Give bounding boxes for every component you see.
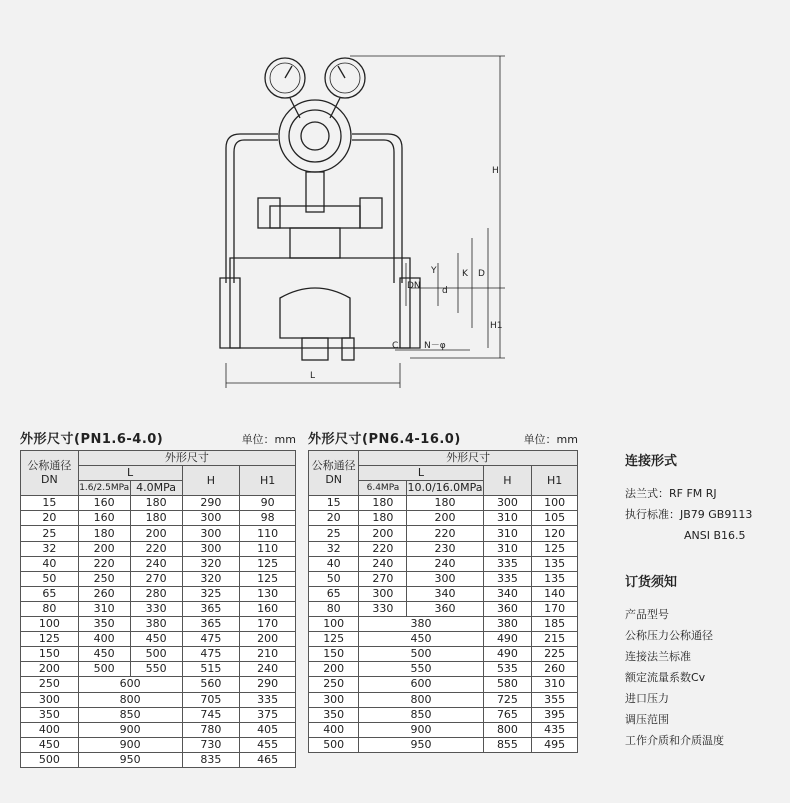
table-cell: 180: [407, 496, 483, 511]
table-cell: 180: [130, 496, 182, 511]
table-cell: 500: [78, 662, 130, 677]
label-K: K: [462, 269, 468, 279]
table-cell: 900: [78, 722, 182, 737]
table-row: [21, 526, 296, 541]
table-cell: 65: [309, 586, 359, 601]
table-row: [21, 677, 296, 692]
table-cell: 500: [359, 647, 483, 662]
table-cell: 350: [21, 707, 79, 722]
label-C: C: [392, 341, 399, 351]
connection-flange: 法兰式：RF FM RJ: [625, 487, 717, 500]
table-cell: 25: [309, 526, 359, 541]
table-cell: 800: [78, 692, 182, 707]
table-cell: 950: [359, 737, 483, 752]
table-row: [21, 496, 296, 511]
table-cell: 105: [532, 511, 578, 526]
table-cell: 100: [21, 617, 79, 632]
table-cell: 240: [359, 556, 407, 571]
col-group: 外形尺寸: [78, 451, 295, 466]
table-cell: 950: [78, 752, 182, 767]
connection-standard: 执行标准：JB79 GB9113: [625, 508, 753, 521]
table-cell: 125: [532, 541, 578, 556]
table-cell: 765: [483, 707, 532, 722]
table-cell: 180: [359, 511, 407, 526]
table-cell: 110: [240, 526, 296, 541]
table-cell: 200: [240, 632, 296, 647]
table-row: [309, 617, 578, 632]
table-cell: 310: [483, 511, 532, 526]
order-item: 进口压力: [625, 692, 669, 705]
col-L: L: [359, 466, 483, 481]
table-cell: 600: [78, 677, 182, 692]
table-cell: 50: [21, 571, 79, 586]
table-cell: 200: [359, 526, 407, 541]
table-row: [309, 662, 578, 677]
table-row: [21, 647, 296, 662]
table-row: [21, 707, 296, 722]
table-cell: 50: [309, 571, 359, 586]
label-Y: Y: [431, 266, 437, 276]
table-cell: 240: [407, 556, 483, 571]
table-cell: 405: [240, 722, 296, 737]
table-cell: 900: [78, 737, 182, 752]
table-row: [21, 752, 296, 767]
table-row: [309, 692, 578, 707]
table-cell: 435: [532, 722, 578, 737]
table-cell: 350: [309, 707, 359, 722]
label-D: D: [478, 269, 485, 279]
table-row: [309, 541, 578, 556]
table-row: [21, 737, 296, 752]
table-cell: 835: [182, 752, 240, 767]
table-cell: 360: [483, 601, 532, 616]
table-cell: 180: [130, 511, 182, 526]
table-row: [21, 601, 296, 616]
col-dn: 公称通径 DN: [21, 451, 79, 496]
table-row: [21, 556, 296, 571]
label-DN: DN: [407, 281, 421, 291]
table-cell: 200: [309, 662, 359, 677]
label-H: H: [492, 166, 499, 176]
table-cell: 400: [309, 722, 359, 737]
table-cell: 98: [240, 511, 296, 526]
table-cell: 250: [21, 677, 79, 692]
table-row: [309, 647, 578, 662]
table-cell: 500: [130, 647, 182, 662]
table-cell: 220: [359, 541, 407, 556]
table-cell: 515: [182, 662, 240, 677]
table-cell: 200: [130, 526, 182, 541]
table-cell: 40: [21, 556, 79, 571]
table-cell: 260: [78, 586, 130, 601]
table-cell: 375: [240, 707, 296, 722]
table-cell: 300: [182, 526, 240, 541]
table-cell: 450: [21, 737, 79, 752]
order-item: 公称压力公称通径: [625, 629, 713, 642]
table-cell: 110: [240, 541, 296, 556]
table-row: [309, 601, 578, 616]
col-H: H: [182, 466, 240, 496]
table-row: [309, 586, 578, 601]
table-cell: 705: [182, 692, 240, 707]
table-cell: 200: [21, 662, 79, 677]
table-row: [309, 511, 578, 526]
col-H1: H1: [532, 466, 578, 496]
table-cell: 185: [532, 617, 578, 632]
table-cell: 780: [182, 722, 240, 737]
label-d: d: [442, 286, 448, 296]
order-item: 调压范围: [625, 713, 669, 726]
table-cell: 300: [21, 692, 79, 707]
table-cell: 300: [309, 692, 359, 707]
table-cell: 450: [359, 632, 483, 647]
table-cell: 335: [483, 571, 532, 586]
table-cell: 800: [483, 722, 532, 737]
table-cell: 340: [407, 586, 483, 601]
table-cell: 200: [78, 541, 130, 556]
order-item: 产品型号: [625, 608, 669, 621]
table-row: [309, 571, 578, 586]
table-cell: 125: [309, 632, 359, 647]
table-cell: 725: [483, 692, 532, 707]
table-cell: 170: [532, 601, 578, 616]
table-cell: 450: [78, 647, 130, 662]
table-cell: 150: [21, 647, 79, 662]
table-cell: 550: [130, 662, 182, 677]
table1-grid: [20, 450, 296, 768]
pilot-head: [279, 100, 351, 172]
table-cell: 335: [483, 556, 532, 571]
table-cell: 495: [532, 737, 578, 752]
col-L2: 10.0/16.0MPa: [407, 481, 483, 495]
table-cell: 32: [21, 541, 79, 556]
table-cell: 135: [532, 556, 578, 571]
table-cell: 180: [359, 496, 407, 511]
col-H1: H1: [240, 466, 296, 496]
table-cell: 300: [182, 541, 240, 556]
table-row: [21, 692, 296, 707]
table-row: [21, 617, 296, 632]
table-cell: 400: [78, 632, 130, 647]
table-cell: 550: [359, 662, 483, 677]
table-cell: 210: [240, 647, 296, 662]
table-cell: 365: [182, 617, 240, 632]
table-cell: 310: [532, 677, 578, 692]
table-cell: 270: [130, 571, 182, 586]
table-cell: 180: [78, 526, 130, 541]
table-cell: 355: [532, 692, 578, 707]
table-cell: 90: [240, 496, 296, 511]
table-cell: 465: [240, 752, 296, 767]
table-row: [21, 722, 296, 737]
table-row: [21, 541, 296, 556]
order-list: [625, 604, 752, 751]
table-cell: 310: [483, 541, 532, 556]
table-cell: 560: [182, 677, 240, 692]
table-row: [21, 571, 296, 586]
table-cell: 260: [532, 662, 578, 677]
table-cell: 130: [240, 586, 296, 601]
table-cell: 490: [483, 647, 532, 662]
table2-title: 外形尺寸(PN6.4-16.0): [308, 432, 461, 447]
table-row: [309, 526, 578, 541]
table-cell: 120: [532, 526, 578, 541]
label-H1: H1: [490, 321, 503, 331]
table-cell: 80: [309, 601, 359, 616]
table-row: [309, 496, 578, 511]
col-L1: 6.4MPa: [359, 481, 407, 496]
table-cell: 580: [483, 677, 532, 692]
table-cell: 290: [240, 677, 296, 692]
table-cell: 500: [309, 737, 359, 752]
table-cell: 250: [309, 677, 359, 692]
table-cell: 450: [130, 632, 182, 647]
table-cell: 475: [182, 632, 240, 647]
table-cell: 380: [130, 617, 182, 632]
table-cell: 320: [182, 556, 240, 571]
table-cell: 15: [309, 496, 359, 511]
table-cell: 365: [182, 601, 240, 616]
table-cell: 135: [532, 571, 578, 586]
table-cell: 220: [407, 526, 483, 541]
table-cell: 280: [130, 586, 182, 601]
table-cell: 320: [182, 571, 240, 586]
table-cell: 380: [359, 617, 483, 632]
table-cell: 140: [532, 586, 578, 601]
table-cell: 215: [532, 632, 578, 647]
table-cell: 170: [240, 617, 296, 632]
table-cell: 850: [359, 707, 483, 722]
table-cell: 300: [407, 571, 483, 586]
table-cell: 40: [309, 556, 359, 571]
table-cell: 125: [240, 571, 296, 586]
col-L2: 4.0MPa: [130, 481, 182, 496]
table-cell: 535: [483, 662, 532, 677]
table-cell: 230: [407, 541, 483, 556]
table1-title: 外形尺寸(PN1.6-4.0): [20, 432, 164, 447]
table-cell: 900: [359, 722, 483, 737]
table-cell: 340: [483, 586, 532, 601]
table-cell: 855: [483, 737, 532, 752]
col-H: H: [483, 466, 532, 496]
table-cell: 850: [78, 707, 182, 722]
table-cell: 455: [240, 737, 296, 752]
valve-dimension-drawing: [210, 48, 540, 398]
table-cell: 200: [407, 511, 483, 526]
table-cell: 800: [359, 692, 483, 707]
col-group: 外形尺寸: [359, 451, 578, 466]
order-title: 订货须知: [625, 575, 678, 590]
table-cell: 150: [309, 647, 359, 662]
order-item: 连接法兰标准: [625, 650, 691, 663]
table-cell: 325: [182, 586, 240, 601]
table-cell: 160: [240, 601, 296, 616]
connection-title: 连接形式: [625, 454, 678, 469]
label-N-phi: N－φ: [424, 341, 446, 351]
table-cell: 240: [240, 662, 296, 677]
table-cell: 160: [78, 511, 130, 526]
table-row: [21, 662, 296, 677]
table-row: [309, 737, 578, 752]
table-cell: 240: [130, 556, 182, 571]
table-cell: 125: [21, 632, 79, 647]
table-cell: 745: [182, 707, 240, 722]
table-row: [309, 556, 578, 571]
table-cell: 350: [78, 617, 130, 632]
table-cell: 730: [182, 737, 240, 752]
col-dn: 公称通径 DN: [309, 451, 359, 496]
table-cell: 25: [21, 526, 79, 541]
table-cell: 32: [309, 541, 359, 556]
table-cell: 125: [240, 556, 296, 571]
table-cell: 20: [21, 511, 79, 526]
table-cell: 300: [359, 586, 407, 601]
table2-unit: 单位：mm: [523, 433, 578, 446]
table-cell: 15: [21, 496, 79, 511]
table-cell: 225: [532, 647, 578, 662]
dimension-table-pn6.4-16.0: [308, 428, 578, 753]
table-row: [21, 511, 296, 526]
label-L: L: [310, 371, 316, 381]
col-L: L: [78, 466, 182, 481]
table-cell: 335: [240, 692, 296, 707]
table-cell: 475: [182, 647, 240, 662]
table-cell: 330: [130, 601, 182, 616]
table-row: [309, 707, 578, 722]
table-row: [309, 722, 578, 737]
table-cell: 380: [483, 617, 532, 632]
table-cell: 330: [359, 601, 407, 616]
table-cell: 490: [483, 632, 532, 647]
dimension-table-pn1.6-4.0: [20, 428, 296, 768]
table-cell: 100: [532, 496, 578, 511]
table-cell: 500: [21, 752, 79, 767]
table-row: [21, 632, 296, 647]
col-L1: 1.6/2.5MPa: [78, 481, 130, 496]
table-cell: 400: [21, 722, 79, 737]
order-item: 工作介质和介质温度: [625, 734, 724, 747]
table-cell: 100: [309, 617, 359, 632]
connection-standard-ansi: ANSI B16.5: [684, 529, 746, 542]
table-cell: 395: [532, 707, 578, 722]
table-row: [21, 586, 296, 601]
order-item: 额定流量系数Cv: [625, 671, 706, 684]
table-cell: 220: [130, 541, 182, 556]
table-cell: 300: [483, 496, 532, 511]
table-cell: 310: [78, 601, 130, 616]
table-cell: 220: [78, 556, 130, 571]
table1-unit: 单位：mm: [241, 433, 296, 446]
table-row: [309, 632, 578, 647]
table-cell: 160: [78, 496, 130, 511]
info-panel: [625, 450, 752, 751]
table2-grid: [308, 450, 578, 753]
table-cell: 20: [309, 511, 359, 526]
table-cell: 600: [359, 677, 483, 692]
table-cell: 270: [359, 571, 407, 586]
table-cell: 300: [182, 511, 240, 526]
table-cell: 80: [21, 601, 79, 616]
table-cell: 250: [78, 571, 130, 586]
table-cell: 65: [21, 586, 79, 601]
table-row: [309, 677, 578, 692]
table-cell: 310: [483, 526, 532, 541]
table-cell: 290: [182, 496, 240, 511]
table-cell: 360: [407, 601, 483, 616]
